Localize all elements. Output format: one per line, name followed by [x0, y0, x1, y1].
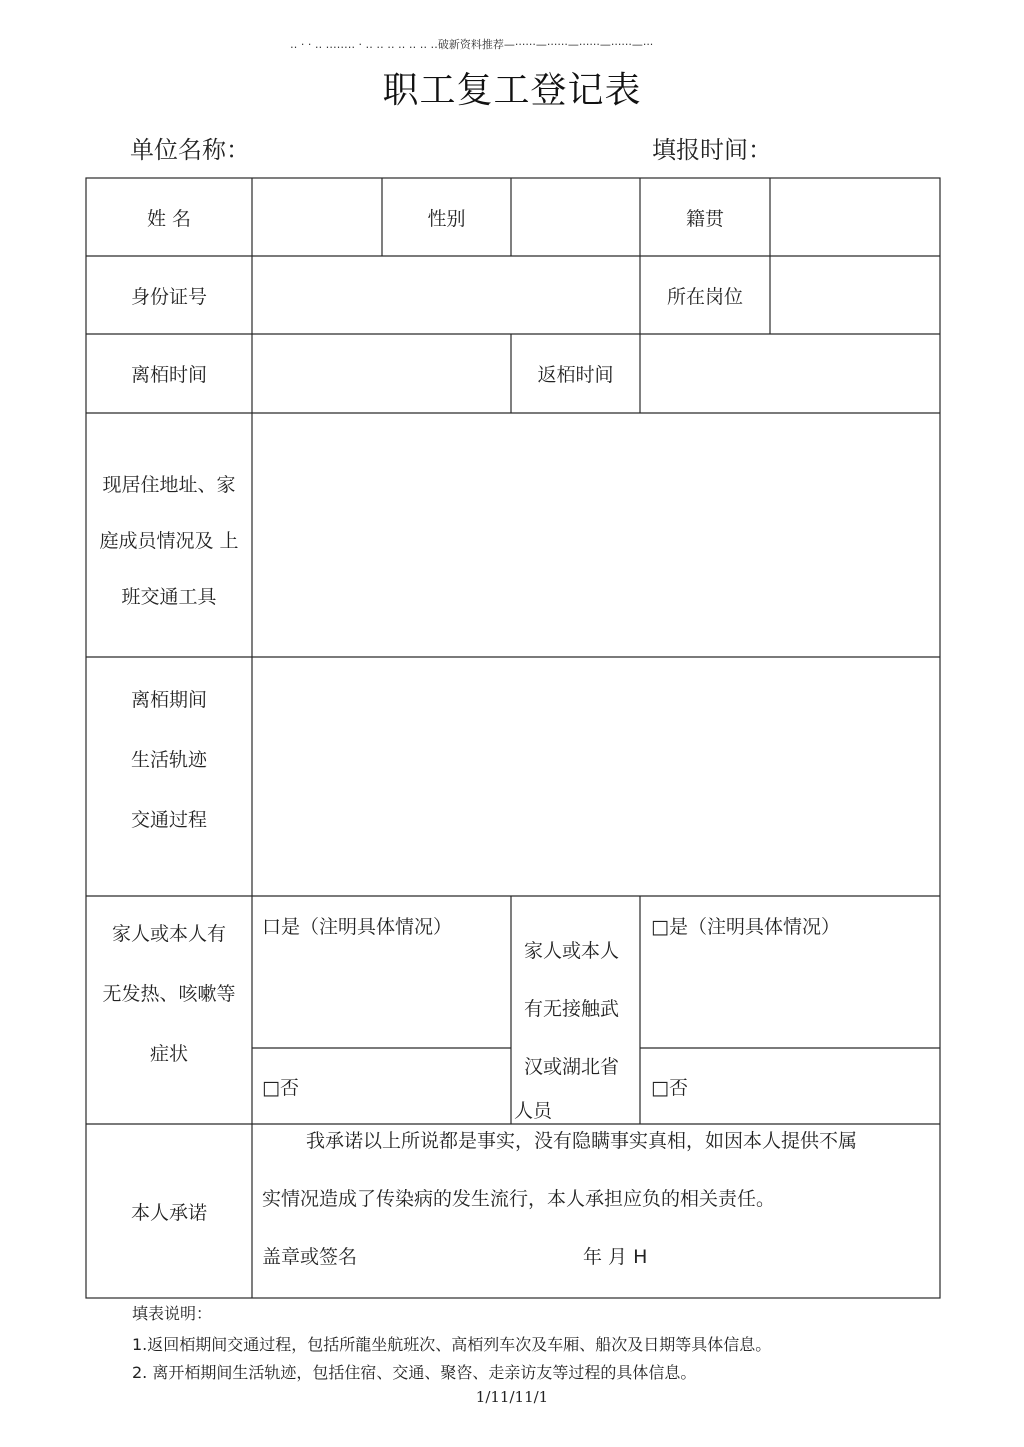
- gender-field[interactable]: [511, 178, 640, 256]
- page-number: 1/11/11/1: [475, 1388, 549, 1406]
- pledge-date-fields[interactable]: 年 月 H: [583, 1246, 648, 1268]
- contact-no-option[interactable]: □否: [651, 1077, 688, 1099]
- address-field[interactable]: [252, 413, 940, 657]
- pledge-text-line2: 实情况造成了传染病的发生流行，本人承担应负的相关责任。: [262, 1188, 776, 1210]
- contact-label-last: 人员: [514, 1100, 553, 1122]
- post-field[interactable]: [770, 256, 940, 334]
- header-strip: ‥ · · ‥ ‥‥‥‥ · ‥ ‥ ‥ ‥ ‥ ‥ ‥破新资料推荐—······—······—······—······—···: [290, 38, 654, 51]
- signature-label: 盖章或签名: [262, 1246, 358, 1268]
- contact-yes-option[interactable]: □是（注明具体情况）: [651, 916, 840, 938]
- pledge-label: 本人承诺: [130, 1201, 207, 1224]
- return-time-field[interactable]: [640, 334, 940, 413]
- address-label: 现居住地址、家 庭成员情况及 上 班交通工具: [99, 474, 239, 608]
- post-label: 所在岗位: [666, 285, 743, 308]
- id-number-label: 身份证号: [130, 285, 207, 308]
- fill-date-label: 填报时间：: [652, 136, 772, 164]
- notes-item-1: 1.返回栢期间交通过程，包括所龍坐航班次、高栢列车次及车厢、船次及日期等具体信息。: [132, 1335, 772, 1354]
- notes-heading: 填表说明：: [132, 1304, 213, 1323]
- notes-item-2: 2. 离开栢期间生活轨迹，包括住宿、交通、聚咨、走亲访友等过程的具体信息。: [132, 1363, 697, 1382]
- form-title: 职工复工登记表: [382, 70, 642, 111]
- name-field[interactable]: [252, 178, 382, 256]
- symptom-label: 家人或本人有 无发热、咳嗽等 症状: [102, 923, 236, 1065]
- origin-field[interactable]: [770, 178, 940, 256]
- return-time-label: 返栢时间: [537, 364, 614, 386]
- symptom-no-option[interactable]: □否: [262, 1077, 299, 1099]
- name-label: 姓 名: [146, 207, 192, 230]
- gender-label: 性别: [427, 207, 466, 230]
- contact-label: 家人或本人 有无接触武 汉或湖北省: [524, 940, 620, 1078]
- trace-label: 离栢期间 生活轨迹 交通过程: [130, 689, 207, 831]
- id-number-field[interactable]: [252, 256, 640, 334]
- leave-time-label: 离栢时间: [130, 364, 207, 386]
- pledge-text-line1: 我承诺以上所说都是事实，没有隐瞒事实真相，如因本人提供不属: [306, 1130, 858, 1152]
- symptom-yes-option[interactable]: 口是（注明具体情况）: [262, 916, 453, 938]
- unit-name-label: 单位名称：: [130, 136, 250, 164]
- signature-field[interactable]: [380, 1236, 560, 1268]
- trace-field[interactable]: [252, 657, 940, 896]
- leave-time-field[interactable]: [252, 334, 511, 413]
- origin-label: 籍贯: [685, 207, 724, 230]
